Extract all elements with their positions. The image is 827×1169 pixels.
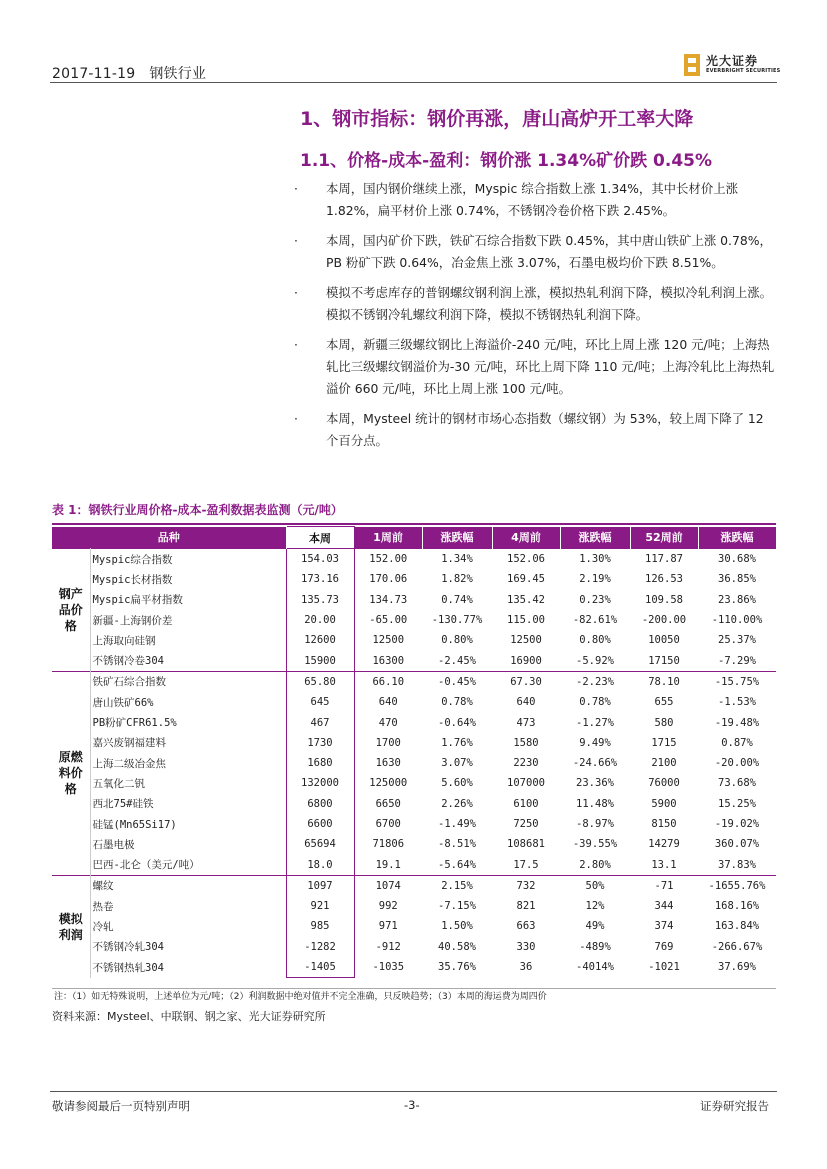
data-table xyxy=(52,526,777,978)
table-cell: 73.68% xyxy=(718,777,756,790)
table-cell: 330 xyxy=(516,940,536,953)
table-cell: -1021 xyxy=(648,961,680,974)
table-cell: -912 xyxy=(375,940,401,953)
table-cell: -130.77% xyxy=(431,614,483,627)
table-cell: 769 xyxy=(654,940,674,953)
row-label: 螺纹 xyxy=(90,875,286,896)
table-row xyxy=(52,896,776,916)
column-header: 涨跌幅 xyxy=(422,527,492,549)
table-cell: 0.74% xyxy=(441,593,473,606)
row-label: PB粉矿CFR61.5% xyxy=(92,717,177,730)
row-label: 石墨电极 xyxy=(92,838,135,851)
table-cell: -2.45% xyxy=(438,654,476,667)
table-cell: 16900 xyxy=(510,654,542,667)
table-cell: -1655.76% xyxy=(698,875,776,896)
table-cell: 6600 xyxy=(286,814,354,834)
table-row xyxy=(52,569,776,589)
row-group-label xyxy=(52,671,90,875)
table-cell: 1.34% xyxy=(422,549,492,570)
table-cell: 6800 xyxy=(286,794,354,814)
row-group-label-text: 钢产品价格 xyxy=(58,586,83,633)
logo-mark-icon xyxy=(684,54,700,76)
table-cell: -65.00 xyxy=(369,614,408,627)
table-row xyxy=(52,916,776,936)
table-cell: 67.30 xyxy=(492,671,560,692)
bullet-item: · 模拟不考虑库存的普钢螺纹钢利润上涨，模拟热轧利润下降，模拟冷轧利润上涨。模拟不锈钢冷轧螺纹利润下降，模拟不锈钢热轧利润下降。 xyxy=(300,282,778,326)
bullet-dot-icon: · xyxy=(294,337,298,352)
table-cell: 1.30% xyxy=(560,549,630,570)
table-cell: 37.83% xyxy=(718,858,756,871)
table-cell: 1680 xyxy=(286,753,354,773)
table-cell: 76000 xyxy=(648,777,680,790)
table-cell: 152.06 xyxy=(492,549,560,570)
table-cell: 971 xyxy=(378,920,398,933)
company-logo xyxy=(684,52,784,80)
table-row xyxy=(52,610,776,630)
table-cell: -1.27% xyxy=(576,716,614,729)
table-cell: -489% xyxy=(579,940,611,953)
table-cell: 35.76% xyxy=(438,961,476,974)
table-cell: -71 xyxy=(630,875,698,896)
column-header: 本周 xyxy=(286,527,354,549)
table-cell: 1097 xyxy=(286,875,354,896)
table-cell: 2230 xyxy=(513,757,539,770)
table-cell: 470 xyxy=(378,716,398,729)
table-cell: -39.55% xyxy=(572,838,618,851)
report-industry: 钢铁行业 xyxy=(149,66,207,82)
table-cell: -7.15% xyxy=(438,900,476,913)
row-label: 冷轧 xyxy=(92,920,114,933)
table-cell: 1715 xyxy=(651,736,677,749)
table-cell: 473 xyxy=(516,716,536,729)
table-cell: -1035 xyxy=(372,961,405,974)
row-label: 不锈钢热轧304 xyxy=(92,961,164,974)
footer-disclaimer: 敬请参阅最后一页特别声明 xyxy=(52,1099,190,1113)
table-cell: 5900 xyxy=(651,797,677,810)
table-cell: 6650 xyxy=(375,797,401,810)
table-cell: -200.00 xyxy=(641,614,687,627)
table-cell: 0.80% xyxy=(441,634,473,647)
table-cell: 1580 xyxy=(513,736,539,749)
table-cell: 126.53 xyxy=(645,573,683,586)
subsection-title: 1.1、价格-成本-盈利：钢价涨 1.34%矿价跌 0.45% xyxy=(300,151,713,171)
row-label: 上海二级冶金焦 xyxy=(92,757,166,770)
table-row xyxy=(52,650,776,671)
table-cell: 2.26% xyxy=(441,797,473,810)
row-group-label-text: 原燃料价格 xyxy=(58,750,83,797)
table-row xyxy=(52,590,776,610)
table-cell: 1730 xyxy=(286,733,354,753)
table-row xyxy=(52,834,776,854)
table-cell: 12% xyxy=(585,900,605,913)
table-cell: 36.85% xyxy=(718,573,756,586)
table-cell: 20.00 xyxy=(286,610,354,630)
table-cell: 12500 xyxy=(372,634,405,647)
logo-text-cn: 光大证券 xyxy=(706,54,759,68)
table-cell: 645 xyxy=(286,692,354,712)
table-cell: 732 xyxy=(492,875,560,896)
table-cell: 0.23% xyxy=(579,593,611,606)
column-header: 52周前 xyxy=(630,527,698,549)
header-divider xyxy=(50,82,777,83)
table-cell: 344 xyxy=(654,900,674,913)
table-cell: 152.00 xyxy=(354,549,422,570)
table-cell: 374 xyxy=(654,920,674,933)
table-cell: 921 xyxy=(286,896,354,916)
table-cell: -4014% xyxy=(576,961,614,974)
table-row xyxy=(52,712,776,732)
logo-text-en: EVERBRIGHT SECURITIES xyxy=(706,68,781,74)
table-cell: 132000 xyxy=(286,773,354,793)
table-cell: -0.64% xyxy=(438,716,476,729)
table-cell: 13.1 xyxy=(651,858,677,871)
bullet-item: · 本周，Mysteel 统计的钢材市场心态指数（螺纹钢）为 53%，较上周下降了 12 个百分点。 xyxy=(300,408,778,452)
table-cell: 10050 xyxy=(648,634,680,647)
row-label: 唐山铁矿66% xyxy=(92,696,154,709)
table-cell: 992 xyxy=(378,900,398,913)
table-body xyxy=(52,549,776,978)
row-label: 上海取向硅钢 xyxy=(92,634,156,647)
table-row xyxy=(52,937,776,957)
bullet-item: · 本周，新疆三级螺纹钢比上海溢价-240 元/吨，环比上周上涨 120 元/吨；上海热轧比三级螺纹钢溢价为-30 元/吨，环比上周下降 110 元/吨；上海冷轧比上海热轧溢价 660 元/吨，环比上周上涨 100 元/吨。 xyxy=(300,334,778,400)
table-cell: 0.87% xyxy=(721,736,753,749)
table-cell: 65694 xyxy=(286,834,354,854)
table-cell: 663 xyxy=(516,920,536,933)
column-header: 涨跌幅 xyxy=(560,527,630,549)
table-cell: 1.50% xyxy=(441,920,473,933)
table-cell: 1700 xyxy=(375,736,401,749)
table-cell: -266.67% xyxy=(711,940,763,953)
row-label: Myspic综合指数 xyxy=(90,549,286,570)
table-cell: 169.45 xyxy=(507,573,545,586)
row-label: 新疆-上海钢价差 xyxy=(92,614,173,627)
row-label: 不锈钢冷卷304 xyxy=(92,655,164,668)
table-cell: -20.00% xyxy=(714,757,760,770)
table-cell: -15.75% xyxy=(698,671,776,692)
table-cell: -8.97% xyxy=(576,818,614,830)
table-cell: 19.1 xyxy=(375,858,401,871)
table-cell: 640 xyxy=(378,696,398,709)
table-header-row xyxy=(52,527,776,549)
table-cell: 168.16% xyxy=(714,900,760,913)
row-label: 热卷 xyxy=(92,900,114,913)
table-row xyxy=(52,875,776,896)
table-row xyxy=(52,854,776,875)
table-cell: 3.07% xyxy=(441,757,473,770)
table-cell: 5.60% xyxy=(441,777,473,790)
row-label: 铁矿石综合指数 xyxy=(90,671,286,692)
row-label: 不锈钢冷轧304 xyxy=(92,941,164,954)
table-cell: 49% xyxy=(585,920,605,933)
table-cell: 580 xyxy=(654,716,674,729)
bullet-item: · 本周，国内钢价继续上涨，Myspic 综合指数上涨 1.34%，其中长材价上涨 1.82%，扁平材价上涨 0.74%，不锈钢冷卷价格下跌 2.45%。 xyxy=(300,178,778,222)
row-label: 巴西-北仑（美元/吨） xyxy=(92,859,200,872)
table-cell: 109.58 xyxy=(645,593,683,606)
row-label: 嘉兴废钢福建料 xyxy=(92,737,166,750)
table-cell: 173.16 xyxy=(286,569,354,589)
table-note: 注：（1）如无特殊说明，上述单位为元/吨；（2）利润数据中绝对值并不完全准确，只反映趋势；（3）本周的海运费为周四价 xyxy=(52,988,776,1005)
table-cell: 163.84% xyxy=(714,920,760,933)
table-cell: -19.02% xyxy=(714,818,760,830)
header-date-industry xyxy=(52,63,206,83)
table-cell: 8150 xyxy=(651,818,677,830)
table-cell: -1.49% xyxy=(438,818,476,830)
table-cell: 1.76% xyxy=(441,736,473,749)
row-label: 硅锰(Mn65Si17) xyxy=(92,818,177,831)
table-cell: -0.45% xyxy=(422,671,492,692)
table-cell: 30.68% xyxy=(698,549,776,570)
column-header: 品种 xyxy=(52,527,286,549)
bullet-dot-icon: · xyxy=(294,233,298,248)
bullet-dot-icon: · xyxy=(294,411,298,426)
table-cell: 0.80% xyxy=(579,634,611,647)
table-row xyxy=(52,692,776,712)
source-text: 资料来源：Mysteel、中联钢、钢之家、光大证券研究所 xyxy=(52,1010,326,1023)
table-row xyxy=(52,549,776,570)
table-cell: 0.78% xyxy=(441,696,473,709)
table-cell: 170.06 xyxy=(369,573,408,586)
footer-divider xyxy=(50,1091,777,1092)
table-cell: -24.66% xyxy=(572,757,618,770)
table-cell: 2100 xyxy=(651,757,677,770)
table-cell: 655 xyxy=(654,696,674,709)
table-cell: 9.49% xyxy=(579,736,611,749)
row-group-label xyxy=(52,875,90,977)
table-cell: 2.80% xyxy=(579,858,611,871)
table-cell: 17150 xyxy=(648,654,680,667)
table-row xyxy=(52,630,776,650)
table-cell: 17.5 xyxy=(513,858,539,871)
column-header: 1周前 xyxy=(354,527,422,549)
table-cell: 16300 xyxy=(372,654,405,667)
table-cell: 23.36% xyxy=(576,777,614,790)
table-cell: 78.10 xyxy=(630,671,698,692)
table-cell: -5.92% xyxy=(576,654,614,667)
table-cell: 6100 xyxy=(513,797,539,810)
table-row xyxy=(52,794,776,814)
bullet-item: · 本周，国内矿价下跌，铁矿石综合指数下跌 0.45%，其中唐山铁矿上涨 0.78%，PB 粉矿下跌 0.64%，冶金焦上涨 3.07%，石墨电极均价下跌 8.51%。 xyxy=(300,230,778,274)
table-cell: 23.86% xyxy=(718,593,756,606)
row-label: Myspic扁平材指数 xyxy=(92,594,183,607)
table-cell: 135.73 xyxy=(286,590,354,610)
table-cell: 467 xyxy=(286,712,354,732)
table-cell: 37.69% xyxy=(718,961,756,974)
row-label: 五氧化二钒 xyxy=(92,777,145,790)
column-header: 涨跌幅 xyxy=(698,527,776,549)
table-cell: -1282 xyxy=(286,937,354,957)
table-cell: 107000 xyxy=(507,777,545,790)
table-cell: 1630 xyxy=(375,757,401,770)
table-cell: -7.29% xyxy=(718,654,756,667)
table-row xyxy=(52,814,776,834)
table-cell: 108681 xyxy=(507,838,545,851)
table-cell: 7250 xyxy=(513,818,539,830)
page-number: -3- xyxy=(404,1098,420,1112)
table-cell: 65.80 xyxy=(286,671,354,692)
table-cell: 1.82% xyxy=(441,573,473,586)
table-cell: -110.00% xyxy=(711,614,763,627)
table-cell: 18.0 xyxy=(286,854,354,875)
table-row xyxy=(52,957,776,978)
table-cell: 821 xyxy=(516,900,536,913)
table-cell: 15900 xyxy=(286,650,354,671)
table-cell: -5.64% xyxy=(438,858,476,871)
bullet-dot-icon: · xyxy=(294,285,298,300)
table-cell: 11.48% xyxy=(576,797,614,810)
table-cell: -8.51% xyxy=(438,838,476,851)
table-cell: 2.19% xyxy=(579,573,611,586)
table-cell: 985 xyxy=(286,916,354,936)
table-cell: 115.00 xyxy=(507,614,545,627)
report-date: 2017-11-19 xyxy=(52,66,136,82)
table-cell: -82.61% xyxy=(572,614,618,627)
table-cell: 66.10 xyxy=(354,671,422,692)
section-title: 1、钢市指标：钢价再涨，唐山高炉开工率大降 xyxy=(300,108,694,130)
row-group-label-text: 模拟利润 xyxy=(58,911,83,942)
table-cell: 12600 xyxy=(286,630,354,650)
table-cell: 50% xyxy=(560,875,630,896)
table-cell: 14279 xyxy=(648,838,680,851)
table-row xyxy=(52,753,776,773)
table-cell: 71806 xyxy=(372,838,405,851)
table-cell: 154.03 xyxy=(286,549,354,570)
table-cell: 134.73 xyxy=(369,593,408,606)
table-cell: -1.53% xyxy=(718,696,756,709)
table-cell: -19.48% xyxy=(714,716,760,729)
table-cell: 640 xyxy=(516,696,536,709)
table-caption: 表 1：钢铁行业周价格-成本-盈利数据表监测（元/吨） xyxy=(52,503,343,517)
table-cell: 125000 xyxy=(369,777,408,790)
table-cell: 36 xyxy=(519,961,533,974)
row-label: 西北75#硅铁 xyxy=(92,798,154,811)
table-cell: 117.87 xyxy=(630,549,698,570)
table-row xyxy=(52,773,776,793)
bullet-dot-icon: · xyxy=(294,181,298,196)
footer-report-type: 证券研究报告 xyxy=(700,1099,769,1113)
table-cell: 25.37% xyxy=(718,634,756,647)
table-row xyxy=(52,671,776,692)
table-cell: 15.25% xyxy=(718,797,756,810)
table-cell: -1405 xyxy=(286,957,354,978)
table-cell: 6700 xyxy=(375,818,401,830)
table-cell: 360.07% xyxy=(714,838,760,851)
row-label: Myspic长材指数 xyxy=(92,573,173,586)
table-cell: 2.15% xyxy=(422,875,492,896)
table-cell: 40.58% xyxy=(438,940,476,953)
table-row xyxy=(52,733,776,753)
table-cell: -2.23% xyxy=(560,671,630,692)
row-group-label xyxy=(52,549,90,672)
bullet-list xyxy=(294,178,778,460)
table-cell: 135.42 xyxy=(507,593,545,606)
table-cell: 12500 xyxy=(510,634,542,647)
table-cell: 1074 xyxy=(354,875,422,896)
column-header: 4周前 xyxy=(492,527,560,549)
table-cell: 0.78% xyxy=(579,696,611,709)
